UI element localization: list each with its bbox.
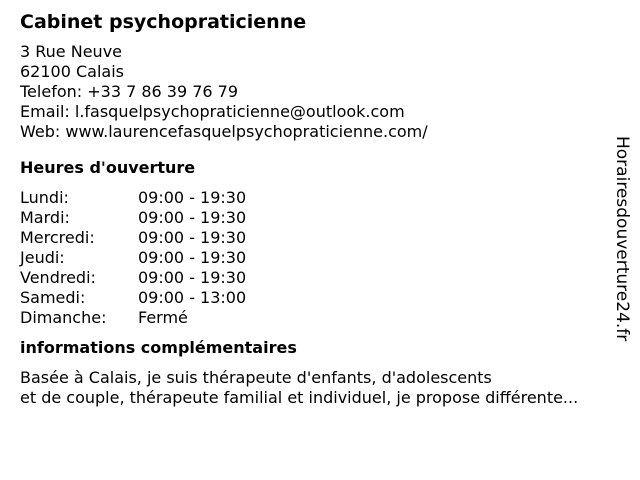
web-line: Web: www.laurencefasquelpsychopraticienne.com/: [20, 122, 428, 141]
day-label: Samedi:: [20, 288, 86, 307]
info-line-1: Basée à Calais, je suis thérapeute d'enfants, d'adolescents: [20, 368, 492, 387]
hours-row-sunday: [20, 308, 620, 328]
time-value: 09:00 - 19:30: [138, 188, 247, 207]
phone-line: Telefon: +33 7 86 39 76 79: [20, 82, 239, 101]
email-line: Email: l.fasquelpsychopraticienne@outlook.com: [20, 102, 405, 121]
hours-table: [20, 188, 620, 328]
day-label: Vendredi:: [20, 268, 96, 287]
day-label: Mardi:: [20, 208, 70, 227]
info-heading: informations complémentaires: [20, 338, 297, 357]
time-value: 09:00 - 19:30: [138, 268, 247, 287]
time-value: 09:00 - 19:30: [138, 228, 247, 247]
info-text: [20, 368, 620, 408]
day-label: Lundi:: [20, 188, 69, 207]
hours-row-monday: [20, 188, 620, 208]
hours-heading: Heures d'ouverture: [20, 158, 196, 177]
info-line-2: et de couple, thérapeute familial et individuel, je propose différente...: [20, 388, 579, 407]
time-value: 09:00 - 19:30: [138, 248, 247, 267]
day-label: Mercredi:: [20, 228, 95, 247]
time-value: 09:00 - 13:00: [138, 288, 247, 307]
day-label: Dimanche:: [20, 308, 107, 327]
hours-row-saturday: [20, 288, 620, 308]
hours-row-tuesday: [20, 208, 620, 228]
address-street: 3 Rue Neuve: [20, 42, 122, 61]
hours-row-wednesday: [20, 228, 620, 248]
time-value: 09:00 - 19:30: [138, 208, 247, 227]
hours-row-friday: [20, 268, 620, 288]
time-value: Fermé: [138, 308, 188, 327]
site-watermark: [608, 136, 634, 372]
watermark-text: Horairesdouverture24.fr: [612, 136, 632, 342]
day-label: Jeudi:: [20, 248, 65, 267]
address-city: 62100 Calais: [20, 62, 124, 81]
contact-block: [20, 42, 620, 142]
business-card: [20, 10, 620, 408]
hours-row-thursday: [20, 248, 620, 268]
business-title: Cabinet psychopraticienne: [20, 11, 307, 33]
